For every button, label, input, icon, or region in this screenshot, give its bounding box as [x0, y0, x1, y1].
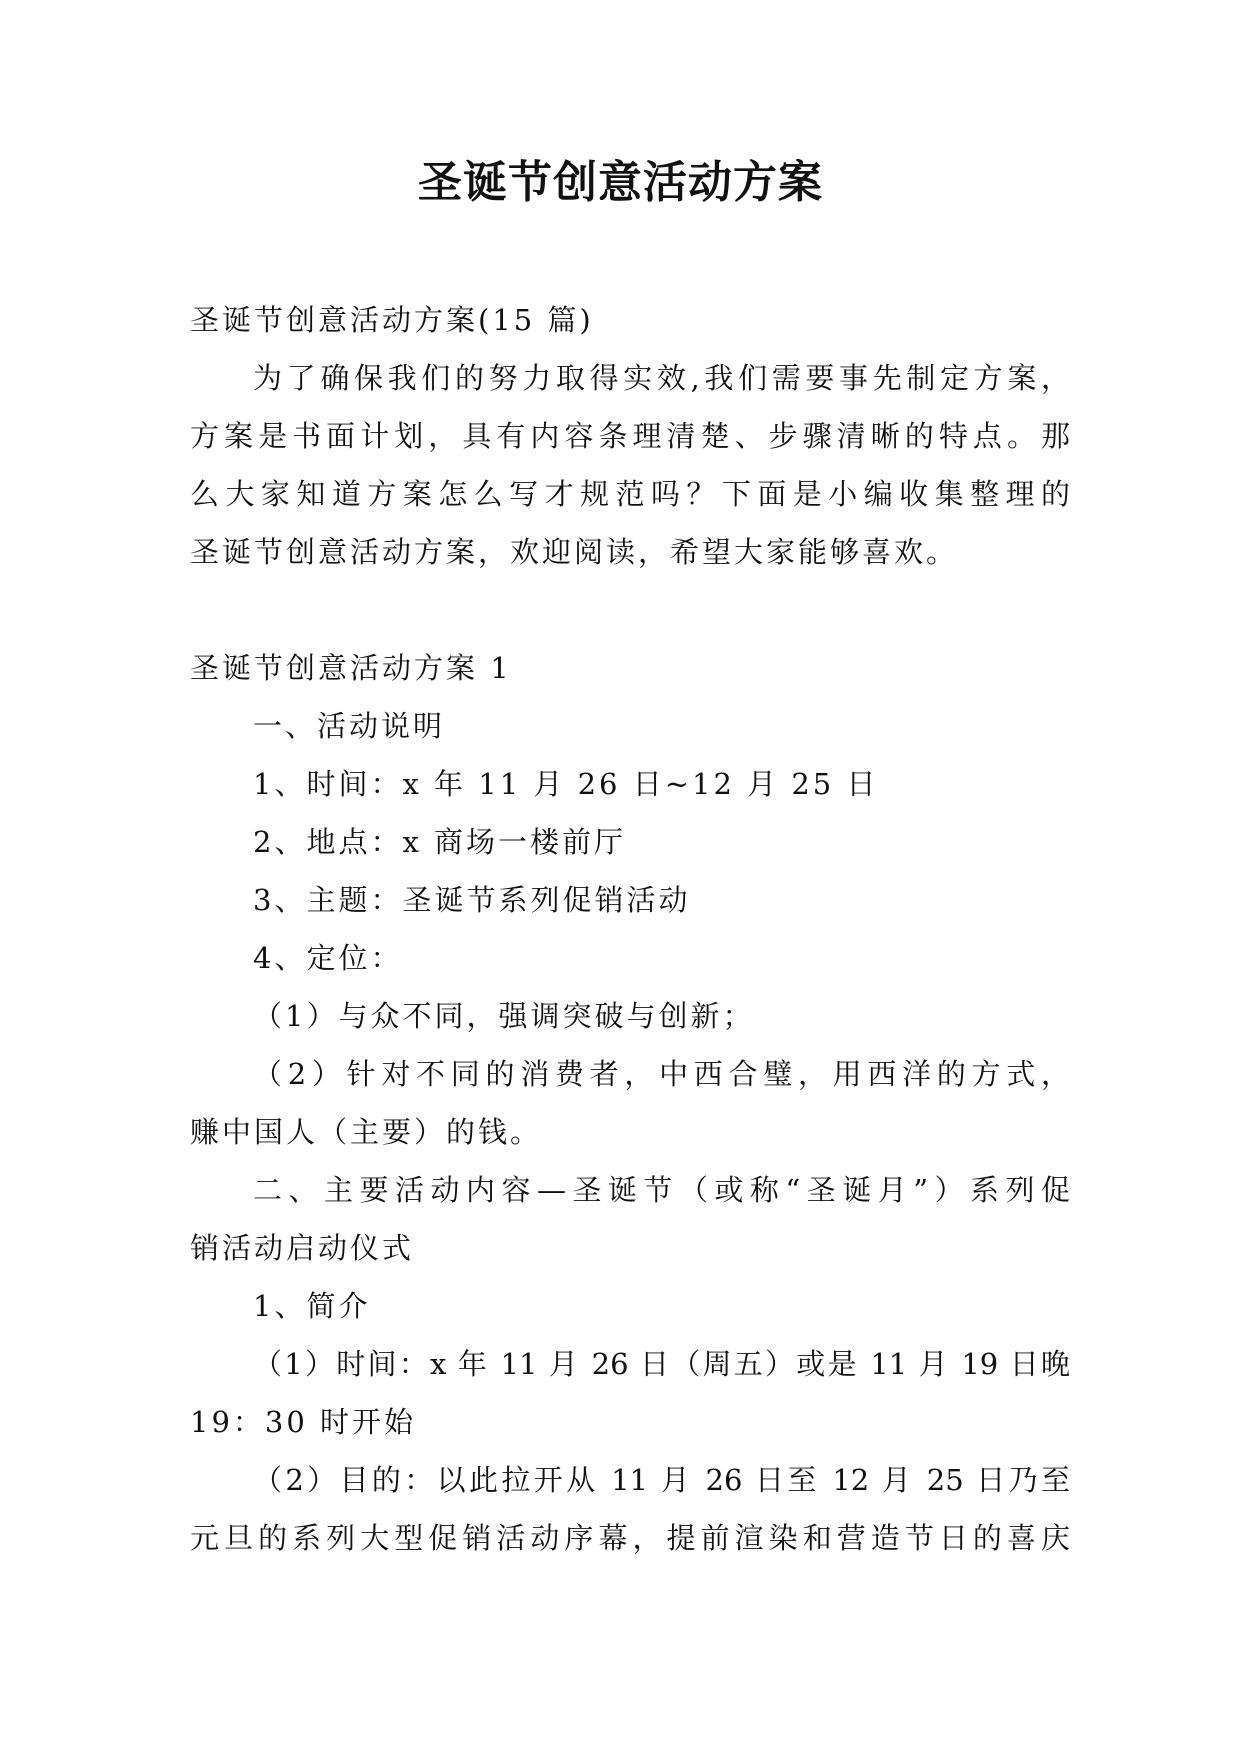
section-heading: 圣诞节创意活动方案 1 — [190, 651, 512, 685]
intro-time: （1）时间：x 年 11 月 26 日（周五）或是 11 月 19 日晚 — [253, 1347, 1070, 1381]
intro-time-cont: 19：30 时开始 — [190, 1405, 417, 1439]
item-time: 1、时间：x 年 11 月 26 日~12 月 25 日 — [253, 767, 879, 801]
heading-activity-description: 一、活动说明 — [253, 709, 446, 743]
intro-line-3: 么大家知道方案怎么写才规范吗？下面是小编收集整理的 — [190, 477, 1070, 511]
positioning-point-2-cont: 赚中国人（主要）的钱。 — [190, 1115, 543, 1149]
positioning-point-2: （2）针对不同的消费者，中西合璧，用西洋的方式， — [253, 1057, 1070, 1091]
intro-line-4: 圣诞节创意活动方案，欢迎阅读，希望大家能够喜欢。 — [190, 535, 959, 569]
item-location: 2、地点：x 商场一楼前厅 — [253, 825, 627, 859]
item-introduction: 1、简介 — [253, 1289, 371, 1323]
subtitle-line: 圣诞节创意活动方案(15 篇) — [190, 303, 594, 337]
positioning-point-1: （1）与众不同，强调突破与创新； — [253, 999, 755, 1033]
document-title: 圣诞节创意活动方案 — [418, 157, 823, 208]
item-theme: 3、主题：圣诞节系列促销活动 — [253, 883, 691, 917]
heading-main-activities: 二、主要活动内容—圣诞节（或称“圣诞月”）系列促 — [253, 1173, 1070, 1207]
heading-main-activities-cont: 销活动启动仪式 — [190, 1231, 415, 1265]
item-positioning: 4、定位： — [253, 941, 403, 975]
intro-line-2: 方案是书面计划，具有内容条理清楚、步骤清晰的特点。那 — [190, 419, 1070, 453]
intro-purpose: （2）目的：以此拉开从 11 月 26 日至 12 月 25 日乃至 — [253, 1463, 1070, 1497]
intro-line-1: 为了确保我们的努力取得实效,我们需要事先制定方案， — [253, 361, 1070, 395]
intro-purpose-cont: 元旦的系列大型促销活动序幕，提前渲染和营造节日的喜庆 — [190, 1521, 1070, 1555]
